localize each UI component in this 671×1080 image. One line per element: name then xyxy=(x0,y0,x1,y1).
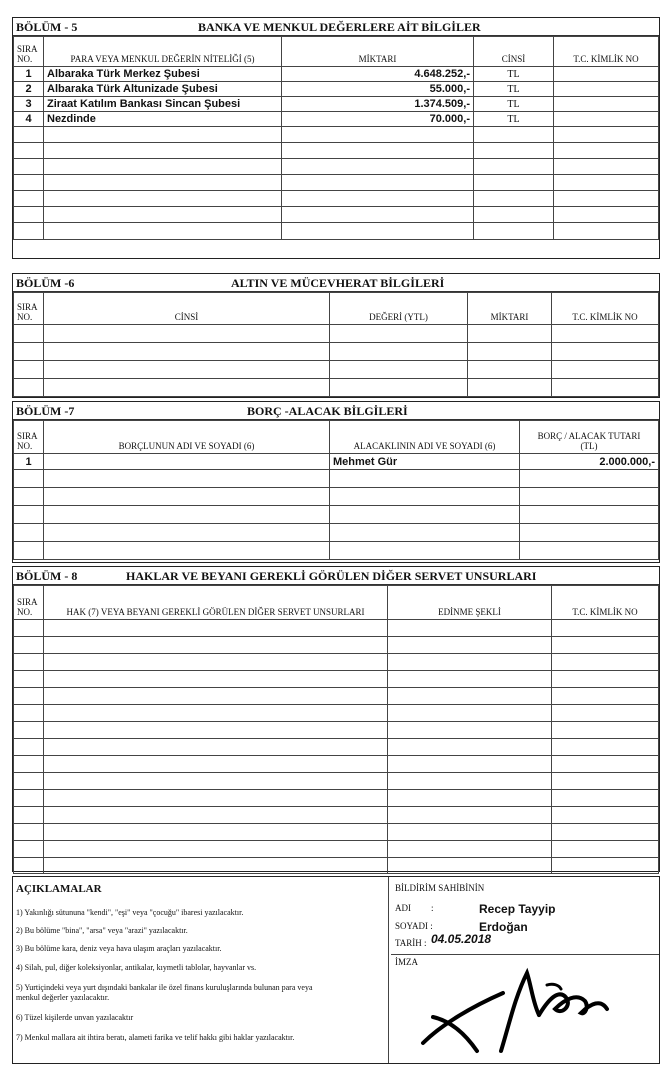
section-6-label: BÖLÜM -6 xyxy=(16,276,75,290)
note-item: 4) Silah, pul, diğer koleksiyonlar, antikalar, kıymetli tablolar, hayvanlar vs. xyxy=(16,963,257,972)
miktari-header: MİKTARI xyxy=(468,293,552,325)
declarant-heading: BİLDİRİM SAHİBİNİN xyxy=(395,883,485,893)
section-5-label: BÖLÜM - 5 xyxy=(16,20,78,34)
cinsi-header: CİNSİ xyxy=(474,37,554,67)
note-item: 1) Yakınlığı sütununa "kendi", "eşi" veya "çocuğu" ibaresi yazılacaktır. xyxy=(16,908,244,917)
name-separator: : xyxy=(431,903,434,913)
tc-header: T.C. KİMLİK NO xyxy=(554,37,659,67)
miktari-header: MİKTARI xyxy=(282,37,474,67)
cinsi-header: CİNSİ xyxy=(44,293,330,325)
section-8-label: BÖLÜM - 8 xyxy=(16,569,78,583)
note-item: 5) Yurtiçindeki veya yurt dışındaki bankalar ile özel finans kuruluşlarında bulunan para veya xyxy=(16,983,313,992)
section-7-header xyxy=(13,402,659,420)
bank-table xyxy=(13,36,659,240)
section-6-title: ALTIN VE MÜCEVHERAT BİLGİLERİ xyxy=(231,276,445,290)
section-8 xyxy=(12,566,660,872)
surname-label: SOYADI : xyxy=(395,921,433,931)
signature-label: İMZA xyxy=(395,957,418,967)
date-value: 04.05.2018 xyxy=(431,932,492,946)
note-item: 6) Tüzel kişilerde unvan yazılacaktır xyxy=(16,1013,134,1022)
section-7-title: BORÇ -ALACAK BİLGİLERİ xyxy=(247,404,408,418)
assets-table xyxy=(13,585,659,874)
sira-header: SIRA NO. xyxy=(14,421,44,454)
section-7 xyxy=(12,401,660,563)
degeri-header: DEĞERİ (YTL) xyxy=(330,293,468,325)
section-7-label: BÖLÜM -7 xyxy=(16,404,75,418)
section-6-header xyxy=(13,274,659,292)
alacakli-header: ALACAKLININ ADI VE SOYADI (6) xyxy=(330,421,520,454)
date-label: TARİH : xyxy=(395,938,427,948)
notes-block xyxy=(12,876,660,1064)
section-5-title: BANKA VE MENKUL DEĞERLERE AİT BİLGİLER xyxy=(198,20,481,34)
section-8-header xyxy=(13,567,659,585)
section-5 xyxy=(12,17,660,259)
declarant-block xyxy=(391,877,659,1063)
table-row: 4 Nezdinde 70.000,- TL xyxy=(14,112,659,127)
tc-header: T.C. KİMLİK NO xyxy=(552,293,659,325)
sira-header: SIRA NO. xyxy=(14,37,44,67)
surname-value: Erdoğan xyxy=(479,920,528,934)
tc-header: T.C. KİMLİK NO xyxy=(552,586,659,620)
table-row: 1 Mehmet Gür 2.000.000,- xyxy=(14,454,659,470)
hak-header: HAK (7) VEYA BEYANI GEREKLİ GÖRÜLEN DİĞER SERVET UNSURLARI xyxy=(44,586,388,620)
note-item: 7) Menkul mallara ait ihtira beratı, alameti farika ve telif hakkı gibi haklar yazılacaktır. xyxy=(16,1033,295,1042)
sira-header: SIRA NO. xyxy=(14,586,44,620)
name-value: Recep Tayyip xyxy=(479,902,556,916)
section-5-header xyxy=(13,18,659,36)
nitelik-header: PARA VEYA MENKUL DEĞERİN NİTELİĞİ (5) xyxy=(44,37,282,67)
table-row: 1 Albaraka Türk Merkez Şubesi 4.648.252,- TL xyxy=(14,67,659,82)
explanations-title: AÇIKLAMALAR xyxy=(16,883,102,895)
sira-header: SIRA NO. xyxy=(14,293,44,325)
edinme-header: EDİNME ŞEKLİ xyxy=(388,586,552,620)
note-item: menkul değerler yazılacaktır. xyxy=(16,993,110,1002)
section-8-title: HAKLAR VE BEYANI GEREKLİ GÖRÜLEN DİĞER SERVET UNSURLARI xyxy=(126,569,537,583)
explanations xyxy=(13,877,389,1063)
signature-image xyxy=(391,955,659,1065)
section-6 xyxy=(12,273,660,398)
name-label: ADI xyxy=(395,903,411,913)
debt-table xyxy=(13,420,659,560)
table-row: 2 Albaraka Türk Altunizade Şubesi 55.000,- TL xyxy=(14,82,659,97)
tutar-header: BORÇ / ALACAK TUTARI (TL) xyxy=(520,421,659,454)
gold-table xyxy=(13,292,659,397)
borclu-header: BORÇLUNUN ADI VE SOYADI (6) xyxy=(44,421,330,454)
note-item: 2) Bu bölüme "bina", "arsa" veya "arazi" yazılacaktır. xyxy=(16,926,188,935)
note-item: 3) Bu bölüme kara, deniz veya hava ulaşım araçları yazılacaktır. xyxy=(16,944,222,953)
table-row: 3 Ziraat Katılım Bankası Sincan Şubesi 1.374.509,- TL xyxy=(14,97,659,112)
